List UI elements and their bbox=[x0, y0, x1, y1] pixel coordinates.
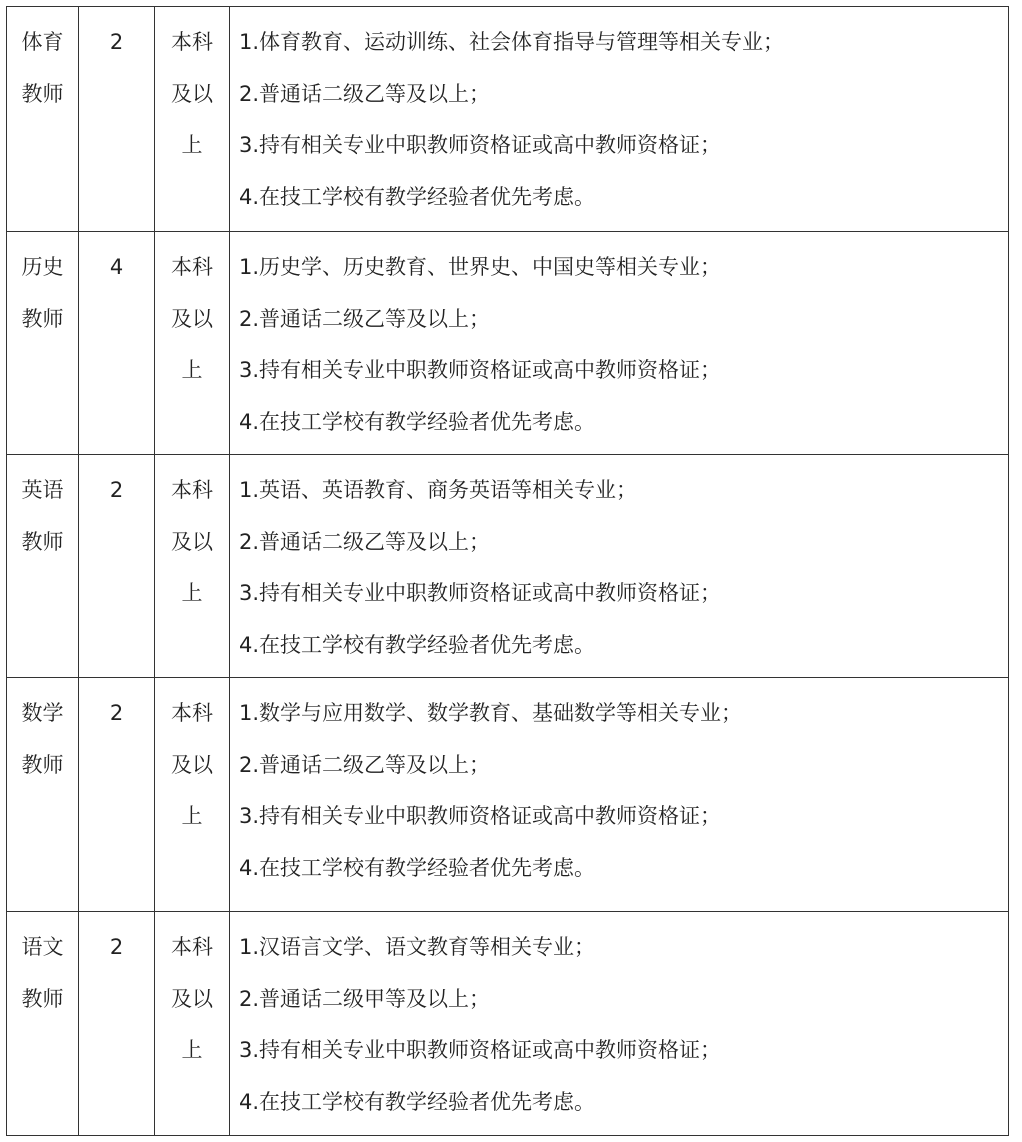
education-line: 上 bbox=[181, 581, 203, 605]
position-title-line: 教师 bbox=[21, 81, 64, 106]
table-row bbox=[7, 678, 1009, 912]
requirement-item: 1.英语、英语教育、商务英语等相关专业； bbox=[239, 478, 638, 502]
headcount-cell: 2 bbox=[79, 455, 155, 678]
headcount-cell: 2 bbox=[79, 7, 155, 232]
education-cell bbox=[155, 7, 230, 232]
requirements-cell bbox=[230, 7, 1009, 232]
requirement-item: 3.持有相关专业中职教师资格证或高中教师资格证； bbox=[239, 1038, 722, 1062]
requirement-item: 2.普通话二级乙等及以上； bbox=[239, 529, 491, 554]
table-row bbox=[7, 7, 1009, 232]
position-title-cell bbox=[7, 455, 79, 678]
headcount-cell: 4 bbox=[79, 232, 155, 455]
position-title-line: 教师 bbox=[21, 752, 64, 777]
requirement-item: 1.数学与应用数学、数学教育、基础数学等相关专业； bbox=[239, 701, 743, 725]
table-row bbox=[7, 455, 1009, 678]
headcount-cell: 2 bbox=[79, 678, 155, 912]
requirement-item: 2.普通话二级乙等及以上； bbox=[239, 752, 491, 777]
education-line: 及以 bbox=[171, 529, 213, 554]
position-title-line: 教师 bbox=[21, 306, 64, 331]
requirements-cell bbox=[230, 912, 1009, 1136]
requirement-item: 4.在技工学校有教学经验者优先考虑。 bbox=[239, 632, 596, 657]
recruitment-table bbox=[6, 6, 1009, 1136]
education-line: 本科 bbox=[171, 478, 213, 502]
position-title-cell bbox=[7, 678, 79, 912]
education-cell bbox=[155, 232, 230, 455]
education-line: 及以 bbox=[171, 986, 213, 1011]
position-title-line: 教师 bbox=[21, 986, 64, 1011]
requirement-item: 3.持有相关专业中职教师资格证或高中教师资格证； bbox=[239, 804, 722, 828]
education-line: 本科 bbox=[171, 30, 213, 54]
position-title-cell bbox=[7, 232, 79, 455]
headcount-cell: 2 bbox=[79, 912, 155, 1136]
position-title-line: 历史 bbox=[21, 255, 64, 279]
position-title-line: 体育 bbox=[21, 30, 64, 54]
education-cell bbox=[155, 455, 230, 678]
education-line: 本科 bbox=[171, 935, 213, 959]
education-line: 上 bbox=[181, 133, 203, 157]
education-cell bbox=[155, 912, 230, 1136]
requirement-item: 2.普通话二级甲等及以上； bbox=[239, 986, 491, 1011]
requirement-item: 4.在技工学校有教学经验者优先考虑。 bbox=[239, 855, 596, 880]
requirements-cell bbox=[230, 455, 1009, 678]
requirements-cell bbox=[230, 232, 1009, 455]
table-row bbox=[7, 912, 1009, 1136]
requirement-item: 3.持有相关专业中职教师资格证或高中教师资格证； bbox=[239, 581, 722, 605]
position-title-line: 数学 bbox=[21, 701, 64, 725]
requirement-item: 4.在技工学校有教学经验者优先考虑。 bbox=[239, 1089, 596, 1114]
education-line: 及以 bbox=[171, 306, 213, 331]
education-line: 上 bbox=[181, 804, 203, 828]
requirement-item: 2.普通话二级乙等及以上； bbox=[239, 306, 491, 331]
table-row bbox=[7, 232, 1009, 455]
requirement-item: 1.汉语言文学、语文教育等相关专业； bbox=[239, 935, 596, 959]
requirement-item: 1.历史学、历史教育、世界史、中国史等相关专业； bbox=[239, 255, 722, 279]
requirement-item: 1.体育教育、运动训练、社会体育指导与管理等相关专业； bbox=[239, 30, 785, 54]
requirements-cell bbox=[230, 678, 1009, 912]
position-title-cell bbox=[7, 7, 79, 232]
position-title-line: 英语 bbox=[21, 478, 64, 502]
education-line: 上 bbox=[181, 1038, 203, 1062]
position-title-line: 教师 bbox=[21, 529, 64, 554]
education-line: 上 bbox=[181, 358, 203, 382]
requirement-item: 3.持有相关专业中职教师资格证或高中教师资格证； bbox=[239, 133, 722, 157]
requirement-item: 3.持有相关专业中职教师资格证或高中教师资格证； bbox=[239, 358, 722, 382]
education-line: 本科 bbox=[171, 701, 213, 725]
education-line: 及以 bbox=[171, 752, 213, 777]
requirement-item: 4.在技工学校有教学经验者优先考虑。 bbox=[239, 409, 596, 434]
requirement-item: 4.在技工学校有教学经验者优先考虑。 bbox=[239, 184, 596, 209]
position-title-line: 语文 bbox=[21, 935, 64, 959]
requirement-item: 2.普通话二级乙等及以上； bbox=[239, 81, 491, 106]
position-title-cell bbox=[7, 912, 79, 1136]
education-cell bbox=[155, 678, 230, 912]
education-line: 本科 bbox=[171, 255, 213, 279]
education-line: 及以 bbox=[171, 81, 213, 106]
